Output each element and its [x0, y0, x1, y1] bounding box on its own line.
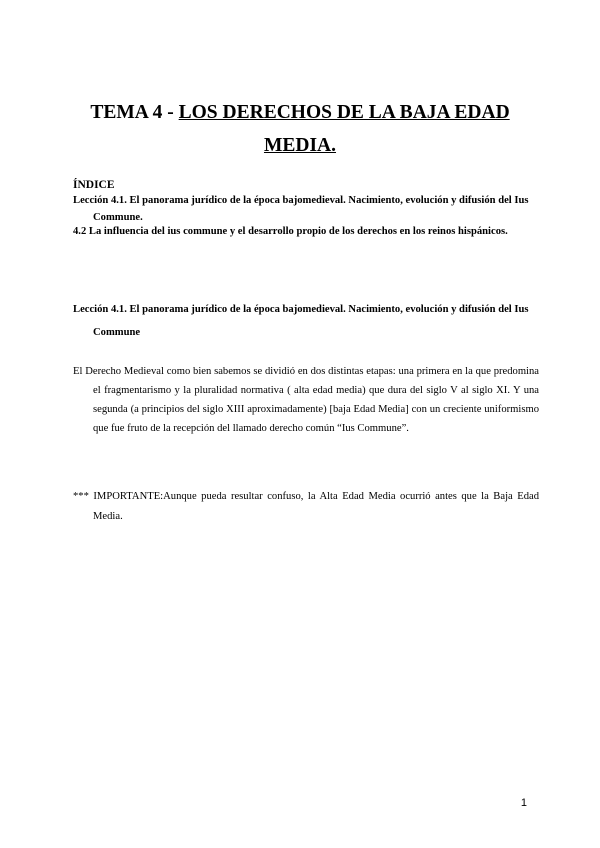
page-title — [70, 96, 530, 162]
important-note: *** IMPORTANTE:Aunque pueda resultar confuso, la Alta Edad Media ocurrió antes que la Baja Edad Media. — [73, 491, 539, 522]
page-number: 1 — [520, 797, 527, 809]
index-heading: ÍNDICE — [73, 179, 115, 191]
title-underlined-line2: MEDIA. — [263, 135, 337, 156]
section-heading: Lección 4.1. El panorama jurídico de la época bajomedieval. Nacimiento, evolución y difusión del Ius Commune — [73, 304, 529, 338]
index-item: 4.2 La influencia del ius commune y el desarrollo propio de los derechos en los reinos hispánicos. — [73, 226, 508, 237]
index-item: Lección 4.1. El panorama jurídico de la época bajomedieval. Nacimiento, evolución y difusión del Ius Commune. — [73, 195, 529, 223]
title-underlined-line1: LOS DERECHOS DE LA BAJA EDAD — [178, 102, 510, 123]
title-prefix: TEMA 4 - — [90, 102, 179, 123]
body-paragraph: El Derecho Medieval como bien sabemos se dividió en dos distintas etapas: una primera en la que predomina el fragmentarismo y la pluralidad normativa ( alta edad media) que dura del siglo V al siglo XI. Y una segunda (a principios del siglo XIII aproximadamente) [baja Edad Media] con un creciente uniformismo que fue fruto de la recepción del llamado derecho común “Ius Commune”. — [73, 366, 539, 434]
